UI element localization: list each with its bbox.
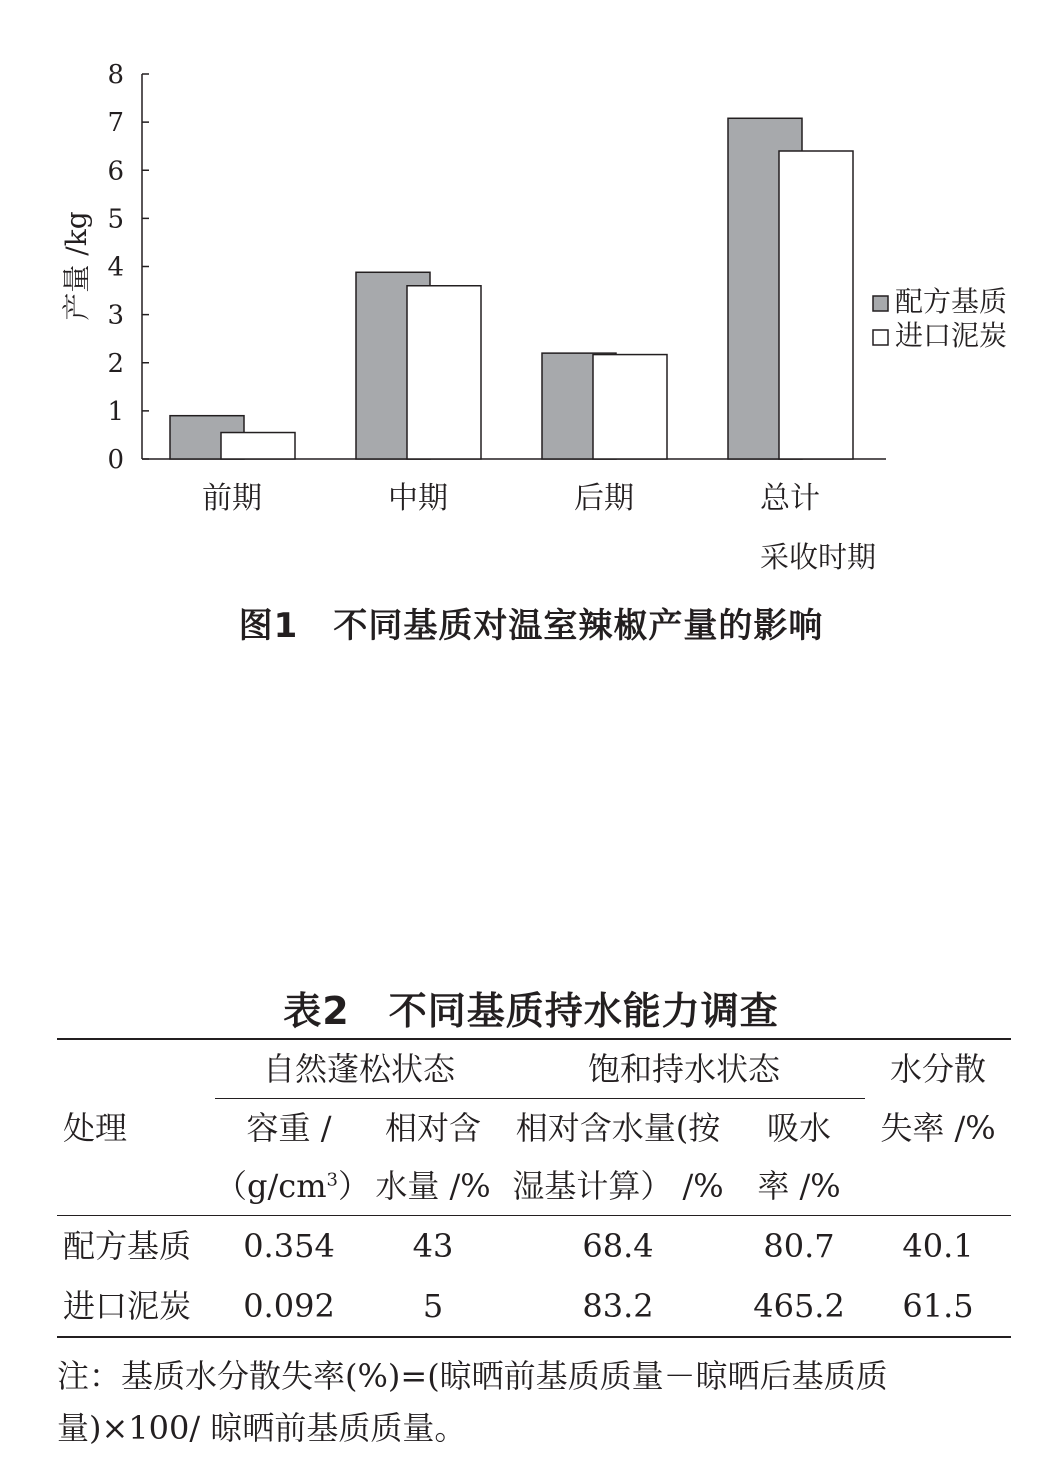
row-name: 配方基质 xyxy=(63,1227,192,1265)
bar-imported-peat xyxy=(593,355,667,459)
cell-rel-water: 43 xyxy=(412,1227,454,1265)
y-axis-label: 产量 /kg xyxy=(60,211,93,321)
table-row xyxy=(57,1276,1011,1337)
header-group-saturated: 饱和持水状态 xyxy=(503,1039,865,1099)
cell-bulk: 0.354 xyxy=(243,1227,335,1265)
figure-caption: 图1 不同基质对温室辣椒产量的影响 xyxy=(238,606,824,646)
table-title: 表2 不同基质持水能力调查 xyxy=(283,989,779,1033)
header-treatment: 处理 xyxy=(63,1108,128,1147)
header-bulk-line1: 容重 / xyxy=(246,1109,332,1147)
bulk-unit-sup: 3 xyxy=(326,1169,338,1191)
y-tick-label: 8 xyxy=(107,60,124,90)
header-sat-water-line2: 湿基计算） /% xyxy=(512,1167,724,1205)
y-tick-label: 1 xyxy=(107,396,124,427)
y-tick-label: 2 xyxy=(107,348,124,379)
water-capacity-table xyxy=(57,1038,1011,1338)
y-tick-label: 4 xyxy=(107,252,124,283)
header-group-natural: 自然蓬松状态 xyxy=(215,1039,503,1099)
legend-label: 配方基质 xyxy=(895,285,1008,318)
header-rel-water-line1: 相对含 xyxy=(385,1109,482,1147)
cell-dispersion: 40.1 xyxy=(902,1227,974,1265)
cell-sat-water: 83.2 xyxy=(582,1287,654,1325)
bulk-unit-pre: （g/cm xyxy=(215,1167,327,1205)
table-note: 注：基质水分散失率(%)=(晾晒前基质质量－晾晒后基质质量)×100/ 晾晒前基质质量。 xyxy=(57,1357,888,1447)
y-tick-label: 3 xyxy=(107,300,124,331)
y-tick-label: 6 xyxy=(107,156,124,187)
header-rel-water-line2: 水量 /% xyxy=(375,1167,491,1205)
cell-bulk: 0.092 xyxy=(243,1287,335,1325)
cell-absorb: 80.7 xyxy=(763,1227,835,1265)
x-tick-label: 后期 xyxy=(574,481,634,516)
cell-absorb: 465.2 xyxy=(753,1287,845,1325)
table-row xyxy=(57,1216,1011,1277)
header-absorb-line2: 率 /% xyxy=(757,1167,841,1205)
x-tick-label: 总计 xyxy=(760,481,820,516)
header-bulk-line2 xyxy=(215,1157,371,1216)
header-dispersion-line2: 失率 /% xyxy=(880,1108,996,1147)
legend-swatch xyxy=(873,296,888,311)
cell-dispersion: 61.5 xyxy=(902,1287,974,1325)
bar-imported-peat xyxy=(407,286,481,459)
header-absorb-line1: 吸水 xyxy=(767,1109,832,1147)
legend-swatch xyxy=(873,330,888,345)
bar-imported-peat xyxy=(221,433,295,459)
x-tick-label: 中期 xyxy=(388,481,448,516)
bulk-unit-post: ） xyxy=(338,1167,371,1205)
legend-label: 进口泥炭 xyxy=(895,319,1008,352)
y-tick-label: 5 xyxy=(107,204,124,235)
y-tick-label: 0 xyxy=(107,445,124,475)
bar-chart xyxy=(0,0,1062,590)
x-axis-label: 采收时期 xyxy=(759,540,877,574)
header-empty-cell xyxy=(865,1157,1011,1216)
x-tick-label: 前期 xyxy=(202,481,262,516)
header-sat-water-line1: 相对含水量(按 xyxy=(515,1109,721,1147)
cell-sat-water: 68.4 xyxy=(582,1227,654,1265)
row-name: 进口泥炭 xyxy=(63,1287,192,1325)
bar-imported-peat xyxy=(779,151,853,459)
cell-rel-water: 5 xyxy=(422,1287,444,1325)
header-dispersion-line1: 水分散 xyxy=(890,1050,987,1089)
y-tick-label: 7 xyxy=(107,108,124,139)
